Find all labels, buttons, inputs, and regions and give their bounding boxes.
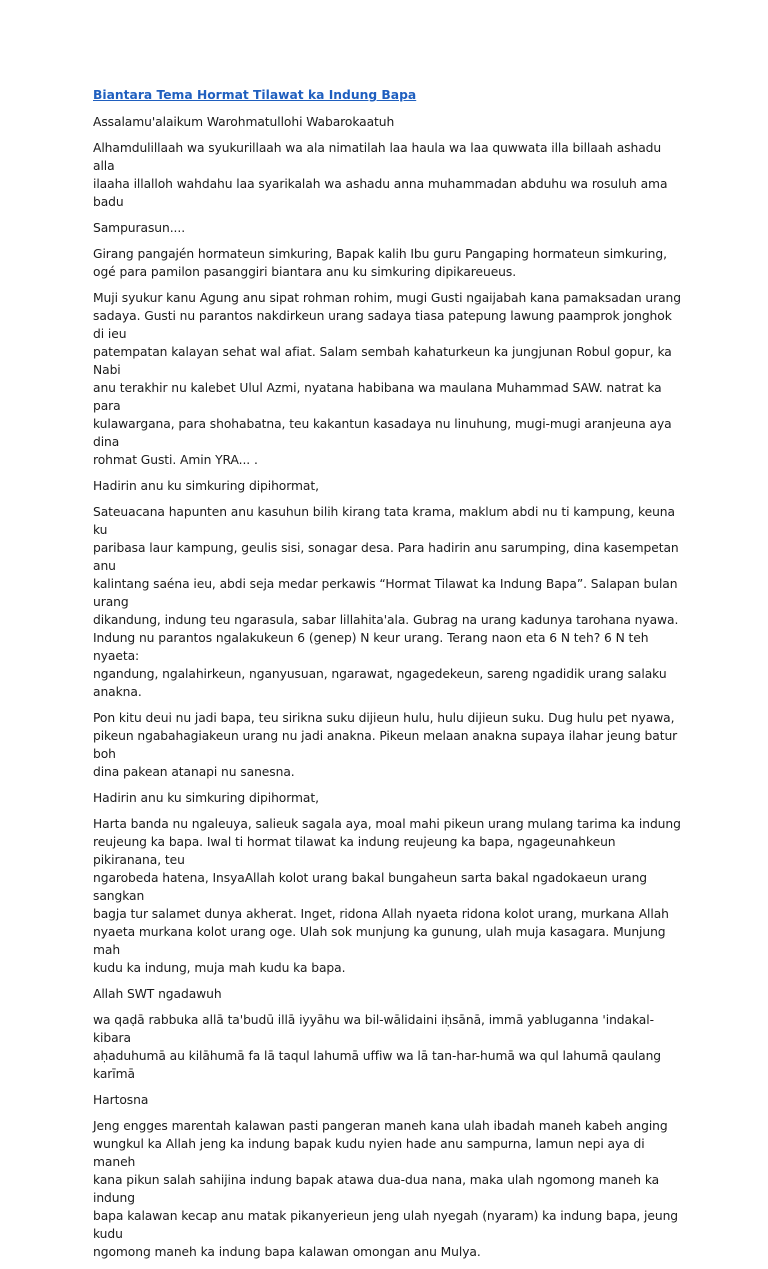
wealth-paragraph: Harta banda nu ngaleuya, salieuk sagala aya, moal mahi pikeun urang mulang tarima ka indung reujeung ka bapa. Iwal ti hormat tilawat ka indung reujeung ka bapa, ngageunahkeun pikiranana, teu ngarobeda hatena, InsyaAllah kolot urang bakal bungaheun sarta bakal ngadokaeun urang sangkan bagja tur salamet dunya akherat. Inget, ridona Allah nyaeta ridona kolot urang, murkana Allah nyaeta murkana kolot urang oge. Ulah sok munjung ka gunung, ulah muja kasagara. Munjung mah kudu ka indung, muja mah kudu ka bapa. — [93, 817, 681, 975]
mother-paragraph: Sateuacana hapunten anu kasuhun bilih kirang tata krama, maklum abdi nu ti kampung, keuna ku paribasa laur kampung, geulis sisi, sonagar desa. Para hadirin anu sarumping, dina kasempetan anu kalintang saéna ieu, abdi seja medar perkawis “Hormat Tilawat ka Indung Bapa”. Salapan bulan urang dikandung, indung teu ngarasula, sabar lillahita'ala. Gubrag na urang kadunya tarohana nyawa. Indung nu parantos ngalakukeun 6 (genep) N keur urang. Terang naon eta 6 N teh? 6 N teh nyaeta: ngandung, ngalahirkeun, nganyusuan, ngarawat, ngagedekeun, sareng ngadidik urang salaku anakna. — [93, 505, 679, 699]
title-link[interactable]: Biantara Tema Hormat Tilawat ka Indung Bapa — [93, 88, 417, 102]
greeting-paragraph: Assalamu'alaikum Warohmatullohi Wabarokaatuh — [93, 115, 395, 129]
audience-address-paragraph-2: Hadirin anu ku simkuring dipihormat, — [93, 791, 319, 805]
opening-prayer-paragraph: Alhamdulillaah wa syukurillaah wa ala nimatilah laa haula wa laa quwwata illa billaah ashadu alla ilaaha illalloh wahdahu laa syarikalah wa ashadu anna muhammadan abduhu wa rosuluh ama badu — [93, 141, 668, 209]
quran-intro-paragraph: Allah SWT ngadawuh — [93, 987, 222, 1001]
father-paragraph: Pon kitu deui nu jadi bapa, teu sirikna suku dijieun hulu, hulu dijieun suku. Dug hulu pet nyawa, pikeun ngabahagiakeun urang nu jadi anakna. Pikeun melaan anakna supaya ilahar jeung batur boh dina pakean atanapi nu sanesna. — [93, 711, 678, 779]
salutation-paragraph: Girang pangajén hormateun simkuring, Bapak kalih Ibu guru Pangaping hormateun simkuring, ogé para pamilon pasanggiri biantara anu ku simkuring dipikareueus. — [93, 247, 667, 279]
translation-heading-paragraph: Hartosna — [93, 1093, 149, 1107]
gratitude-paragraph: Muji syukur kanu Agung anu sipat rohman rohim, mugi Gusti ngaijabah kana pamaksadan urang sadaya. Gusti nu parantos nakdirkeun urang sadaya tiasa patepung lawung paamprok jonghok di ieu patempatan kalayan sehat wal afiat. Salam sembah kahaturkeun ka jungjunan Robul gopur, ka Nabi anu terakhir nu kalebet Ulul Azmi, nyatana habibana wa maulana Muhammad SAW. natrat ka para kulawargana, para shohabatna, teu kakantun kasadaya nu linuhung, mugi-mugi aranjeuna aya dina rohmat Gusti. Amin YRA... . — [93, 291, 681, 467]
document-title — [93, 86, 685, 104]
audience-address-paragraph: Hadirin anu ku simkuring dipihormat, — [93, 479, 319, 493]
quran-verse-paragraph: wa qaḍā rabbuka allā ta'budū illā iyyāhu wa bil-wālidaini iḥsānā, immā yabluganna 'indakal-kibara aḥaduhumā au kilāhumā fa lā taqul lahumā uffiw wa lā tan-har-humā wa qul lahumā qaulang karīmā — [93, 1013, 662, 1081]
document-page — [93, 86, 685, 1269]
sampurasun-paragraph: Sampurasun.... — [93, 221, 186, 235]
translation-paragraph: Jeng engges marentah kalawan pasti pangeran maneh kana ulah ibadah maneh kabeh anging wungkul ka Allah jeng ka indung bapak kudu nyien hade anu sampurna, lamun nepi aya di maneh kana pikun salah sahijina indung bapak atawa dua-dua nana, maka ulah ngomong maneh ka indung bapa kalawan kecap anu matak pikanyerieun jeng ulah nyegah (nyaram) ka indung bapa, jeung kudu ngomong maneh ka indung bapa kalawan omongan anu Mulya. — [93, 1119, 679, 1259]
